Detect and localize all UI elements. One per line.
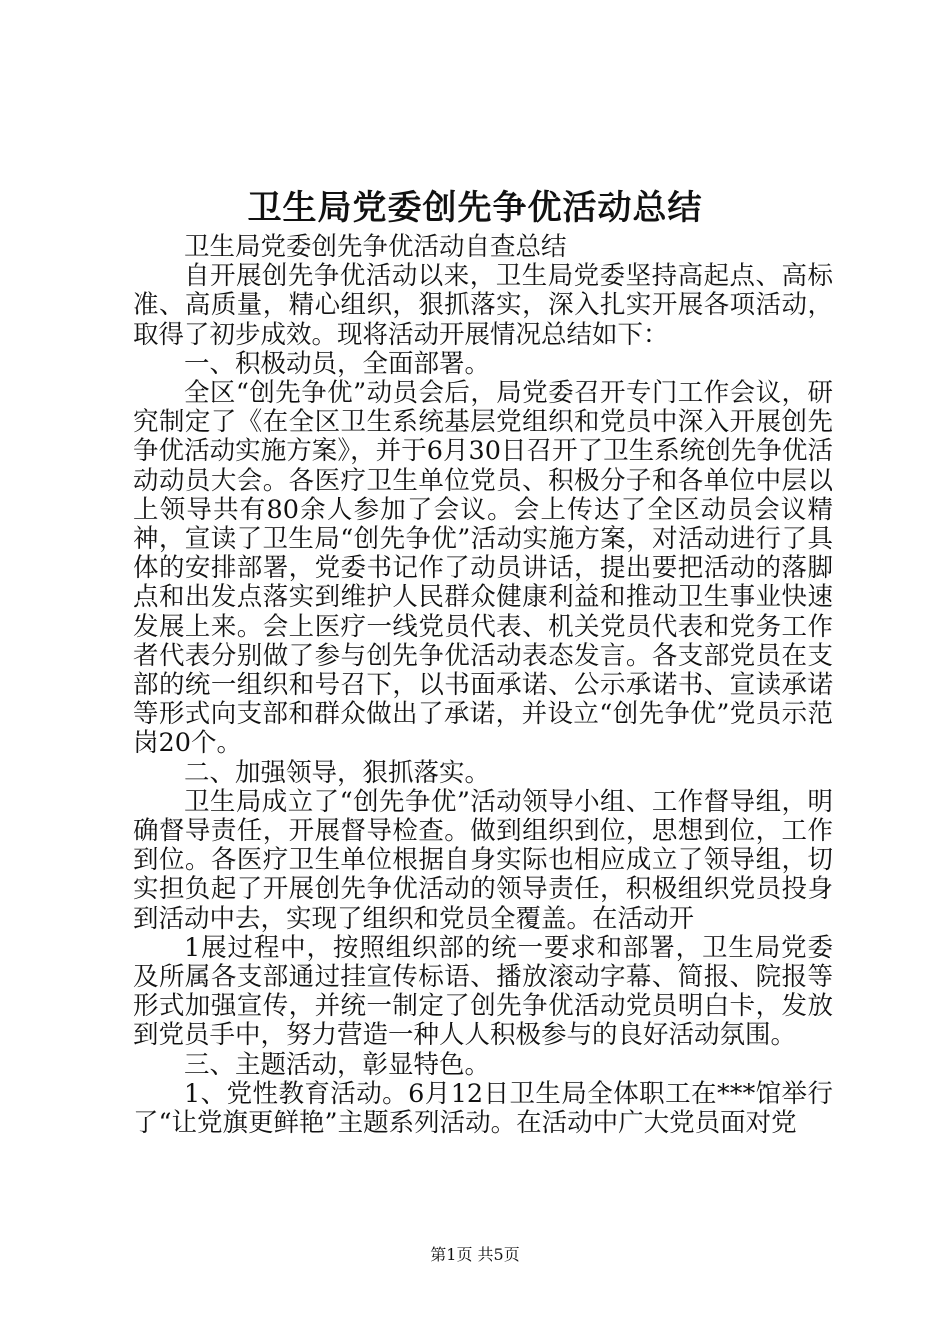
paragraph-intro: 自开展创先争优活动以来，卫生局党委坚持高起点、高标准、高质量，精心组织，狠抓落实，深入扎实开展各项活动，取得了初步成效。现将活动开展情况总结如下： bbox=[133, 261, 833, 350]
paragraph-section-2: 卫生局成立了“创先争优”活动领导小组、工作督导组，明确督导责任，开展督导检查。做到组织到位，思想到位，工作到位。各医疗卫生单位根据自身实际也相应成立了领导组，切实担负起了开展创先争优活动的领导责任，积极组织党员投身到活动中去，实现了组织和党员全覆盖。在活动开 bbox=[133, 786, 833, 934]
paragraph-section-3: 1、党性教育活动。6月12日卫生局全体职工在***馆举行了“让党旗更鲜艳”主题系列活动。在活动中广大党员面对党 bbox=[133, 1078, 833, 1139]
section-heading-1: 一、积极动员，全面部署。 bbox=[184, 348, 491, 379]
paragraph-section-1: 全区“创先争优”动员会后，局党委召开专门工作会议，研究制定了《在全区卫生系统基层党组织和党员中深入开展创先争优活动实施方案》，并于6月30日召开了卫生系统创先争优活动动员大会。各医疗卫生单位党员、积极分子和各单位中层以上领导共有80余人参加了会议。会上传达了全区动员会议精神，宣读了卫生局“创先争优”活动实施方案，对活动进行了具体的安排部署，党委书记作了动员讲话，提出要把活动的落脚点和出发点落实到维护人民群众健康利益和推动卫生事业快速发展上来。会上医疗一线党员代表、机关党员代表和党务工作者代表分别做了参与创先争优活动表态发言。各支部党员在支部的统一组织和号召下，以书面承诺、公示承诺书、宣读承诺等形式向支部和群众做出了承诺，并设立“创先争优”党员示范岗20个。 bbox=[133, 378, 833, 759]
paragraph-section-2-continued: 1展过程中，按照组织部的统一要求和部署，卫生局党委及所属各支部通过挂宣传标语、播放滚动字幕、简报、院报等形式加强宣传，并统一制定了创先争优活动党员明白卡，发放到党员手中，努力营造一种人人积极参与的良好活动氛围。 bbox=[133, 932, 833, 1051]
section-heading-2: 二、加强领导，狠抓落实。 bbox=[184, 757, 491, 788]
document-title: 卫生局党委创先争优活动总结 bbox=[247, 188, 703, 228]
section-heading-3: 三、主题活动，彰显特色。 bbox=[184, 1049, 491, 1080]
page-footer: 第1页 共5页 bbox=[430, 1245, 520, 1264]
document-body bbox=[133, 233, 833, 1138]
paragraph-subtitle: 卫生局党委创先争优活动自查总结 bbox=[184, 232, 567, 262]
